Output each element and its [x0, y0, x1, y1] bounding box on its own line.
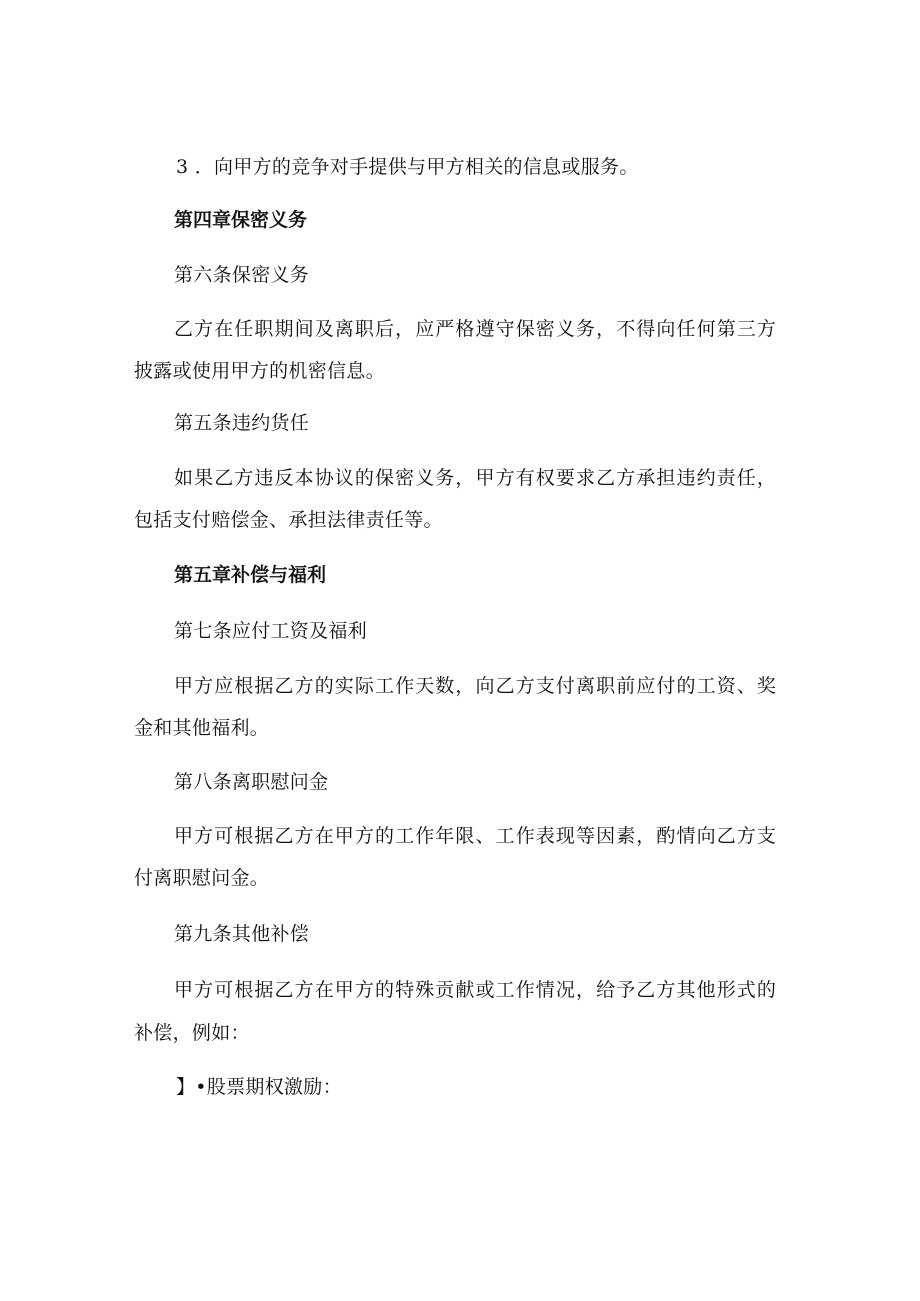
article-9-body-line-1: 甲方可根据乙方在甲方的特殊贡献或工作情况，给予乙方其他形式的 — [174, 979, 778, 1001]
bullet-item-1: 】•股票期权激励： — [176, 1076, 342, 1098]
article-8-body-line-1: 甲方可根据乙方在甲方的工作年限、工作表现等因素，酌情向乙方支 — [174, 825, 778, 847]
article-6-title: 第六条保密义务 — [174, 264, 310, 286]
article-9-title: 第九条其他补偿 — [174, 923, 310, 945]
article-7-body-line-1: 甲方应根据乙方的实际工作天数，向乙方支付离职前应付的工资、奖 — [174, 675, 778, 697]
article-5-title: 第五条违约货任 — [174, 412, 310, 434]
chapter-5-heading: 第五章补偿与福利 — [174, 564, 327, 586]
article-9-body-line-2: 补偿，例如： — [134, 1022, 250, 1044]
article-8-body-line-2: 付离职慰问金。 — [134, 867, 270, 889]
article-6-body-line-2: 披露或使用甲方的机密信息。 — [134, 360, 385, 382]
article-7-title: 第七条应付工资及福利 — [174, 620, 368, 642]
article-5-body-line-1: 如果乙方违反本协议的保密义务，甲方有权要求乙方承担违约责任， — [174, 467, 778, 489]
article-7-body-line-2: 金和其他福利。 — [134, 717, 270, 739]
article-6-body-line-1: 乙方在任职期间及离职后，应严格遵守保密义务，不得向任何第三方 — [174, 318, 778, 340]
article-8-title: 第八条离职慰问金 — [174, 771, 329, 793]
list-item-3: 3 ．向甲方的竞争对手提供与甲方相关的信息或服务。 — [176, 156, 639, 178]
chapter-4-heading: 第四章保密义务 — [174, 209, 308, 231]
article-5-body-line-2: 包括支付赔偿金、承担法律责任等。 — [134, 509, 443, 531]
